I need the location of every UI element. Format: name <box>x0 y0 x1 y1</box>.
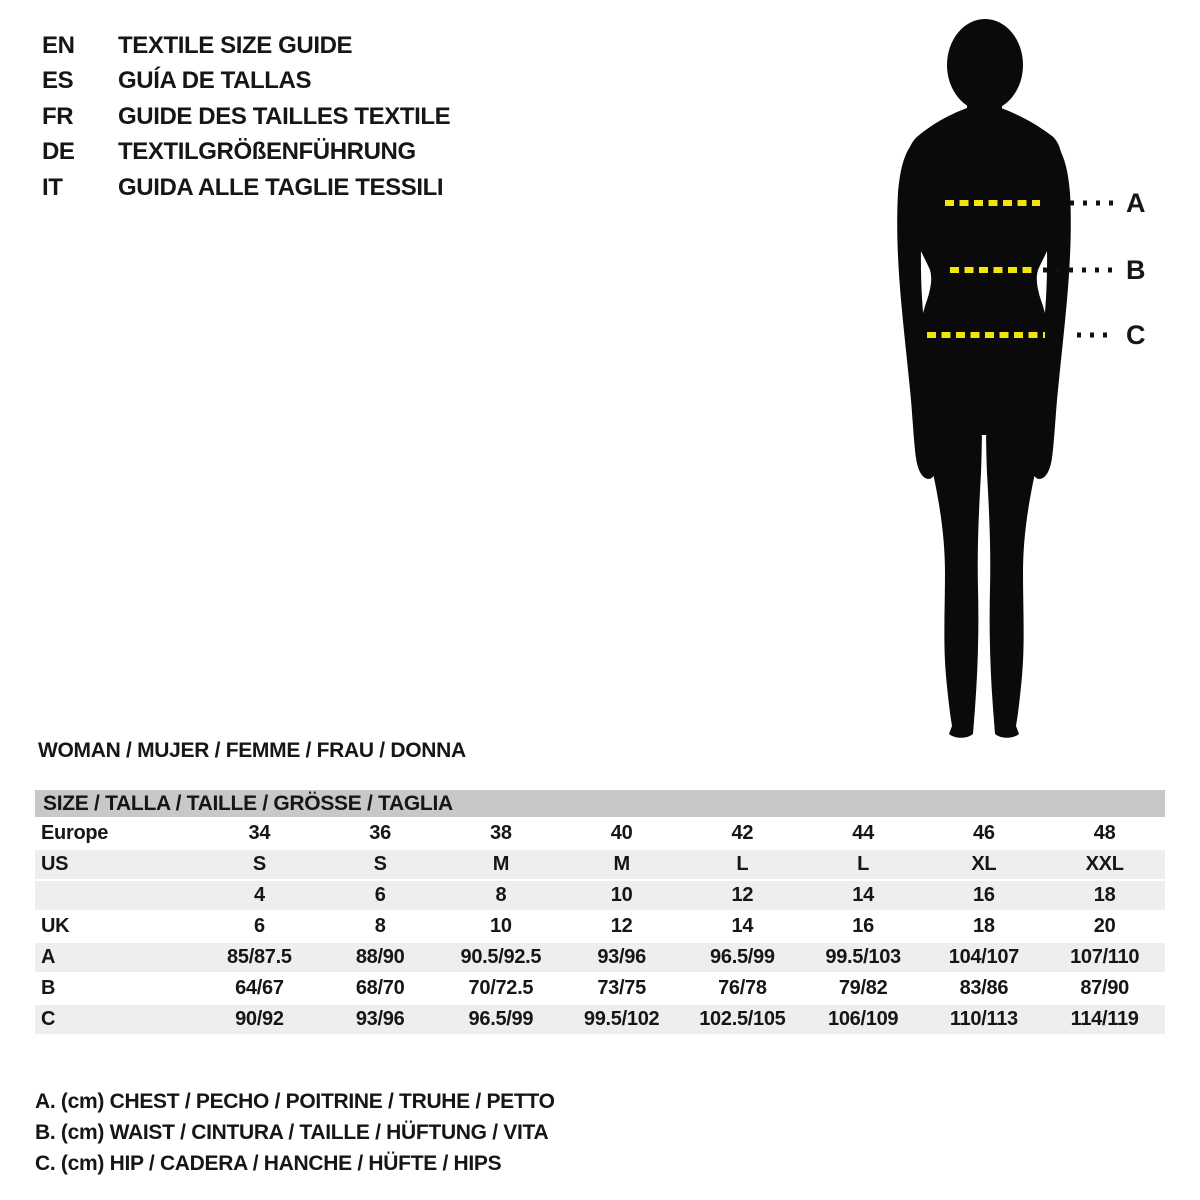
size-cell: 42 <box>682 819 803 848</box>
size-cell: 8 <box>441 881 562 910</box>
legend-waist: B. (cm) WAIST / CINTURA / TAILLE / HÜFTUNG / VITA <box>35 1121 549 1144</box>
row-label <box>35 881 199 910</box>
size-cell: S <box>320 850 441 879</box>
marker-label-b: B <box>1126 255 1146 285</box>
legend-hip: C. (cm) HIP / CADERA / HANCHE / HÜFTE / HIPS <box>35 1152 502 1175</box>
size-cell: 10 <box>561 881 682 910</box>
size-cell: 18 <box>924 912 1045 941</box>
size-cell: L <box>682 850 803 879</box>
guide-title: GUIDA ALLE TAGLIE TESSILI <box>118 173 444 201</box>
size-cell: 18 <box>1044 881 1165 910</box>
language-title-block <box>42 28 450 206</box>
size-cell: 44 <box>803 819 924 848</box>
size-cell: 64/67 <box>199 974 320 1003</box>
measurement-figure <box>855 8 1185 745</box>
size-cell: 73/75 <box>561 974 682 1003</box>
size-cell: 6 <box>320 881 441 910</box>
size-cell: S <box>199 850 320 879</box>
guide-title: GUIDE DES TAILLES TEXTILE <box>118 102 451 130</box>
guide-title: TEXTILE SIZE GUIDE <box>118 31 353 59</box>
size-cell: 96.5/99 <box>682 943 803 972</box>
title-row-fr <box>42 99 450 135</box>
size-cell: 114/119 <box>1044 1005 1165 1034</box>
size-cell: 93/96 <box>320 1005 441 1034</box>
language-code: DE <box>42 138 75 166</box>
size-cell: 34 <box>199 819 320 848</box>
size-cell: 106/109 <box>803 1005 924 1034</box>
row-label: UK <box>35 912 199 941</box>
size-cell: M <box>441 850 562 879</box>
silhouette-left-leg <box>920 360 982 738</box>
measurement-legend <box>35 1086 555 1179</box>
size-table <box>35 790 1165 1036</box>
size-cell: 107/110 <box>1044 943 1165 972</box>
size-cell: 76/78 <box>682 974 803 1003</box>
size-cell: 14 <box>682 912 803 941</box>
marker-label-a: A <box>1126 188 1146 218</box>
size-cell: 90.5/92.5 <box>441 943 562 972</box>
size-cell: 16 <box>924 881 1045 910</box>
size-table-header: SIZE / TALLA / TAILLE / GRÖSSE / TAGLIA <box>35 790 1165 817</box>
row-label: Europe <box>35 819 199 848</box>
guide-title: GUÍA DE TALLAS <box>118 67 312 95</box>
size-cell: 102.5/105 <box>682 1005 803 1034</box>
size-cell: 20 <box>1044 912 1165 941</box>
language-code: EN <box>42 31 75 59</box>
size-cell: 12 <box>682 881 803 910</box>
table-row-us-numbers <box>35 881 1165 910</box>
language-code: ES <box>42 67 74 95</box>
size-cell: 6 <box>199 912 320 941</box>
size-cell: 99.5/103 <box>803 943 924 972</box>
silhouette-right-leg <box>986 360 1048 738</box>
size-conversion-table <box>35 817 1165 1036</box>
title-row-en <box>42 28 450 64</box>
size-cell: 36 <box>320 819 441 848</box>
size-cell: 96.5/99 <box>441 1005 562 1034</box>
language-code: FR <box>42 102 74 130</box>
table-row-c-hip <box>35 1005 1165 1034</box>
size-cell: 48 <box>1044 819 1165 848</box>
size-cell: 85/87.5 <box>199 943 320 972</box>
size-cell: 12 <box>561 912 682 941</box>
size-cell: 4 <box>199 881 320 910</box>
table-row-a-chest <box>35 943 1165 972</box>
size-cell: 99.5/102 <box>561 1005 682 1034</box>
size-cell: 110/113 <box>924 1005 1045 1034</box>
title-row-de <box>42 135 450 171</box>
gender-section-title: WOMAN / MUJER / FEMME / FRAU / DONNA <box>38 739 466 762</box>
row-label: US <box>35 850 199 879</box>
size-cell: 83/86 <box>924 974 1045 1003</box>
size-cell: 93/96 <box>561 943 682 972</box>
size-cell: 10 <box>441 912 562 941</box>
marker-label-c: C <box>1126 320 1146 350</box>
table-row-b-waist <box>35 974 1165 1003</box>
size-cell: 79/82 <box>803 974 924 1003</box>
size-cell: 104/107 <box>924 943 1045 972</box>
size-cell: 8 <box>320 912 441 941</box>
size-cell: 16 <box>803 912 924 941</box>
size-cell: 87/90 <box>1044 974 1165 1003</box>
size-cell: 88/90 <box>320 943 441 972</box>
size-cell: XL <box>924 850 1045 879</box>
size-cell: 40 <box>561 819 682 848</box>
size-cell: 90/92 <box>199 1005 320 1034</box>
woman-silhouette-icon <box>855 8 1175 745</box>
size-cell: 46 <box>924 819 1045 848</box>
size-cell: 14 <box>803 881 924 910</box>
title-row-it <box>42 170 450 206</box>
size-cell: 38 <box>441 819 562 848</box>
row-label: C <box>35 1005 199 1034</box>
guide-title: TEXTILGRÖßENFÜHRUNG <box>118 138 416 166</box>
legend-chest: A. (cm) CHEST / PECHO / POITRINE / TRUHE / PETTO <box>35 1090 555 1113</box>
title-row-es <box>42 64 450 100</box>
size-cell: 70/72.5 <box>441 974 562 1003</box>
table-row-uk <box>35 912 1165 941</box>
size-cell: M <box>561 850 682 879</box>
table-row-europe <box>35 819 1165 848</box>
size-cell: L <box>803 850 924 879</box>
size-cell: 68/70 <box>320 974 441 1003</box>
language-code: IT <box>42 173 63 201</box>
size-cell: XXL <box>1044 850 1165 879</box>
table-row-us-letters <box>35 850 1165 879</box>
row-label: A <box>35 943 199 972</box>
row-label: B <box>35 974 199 1003</box>
